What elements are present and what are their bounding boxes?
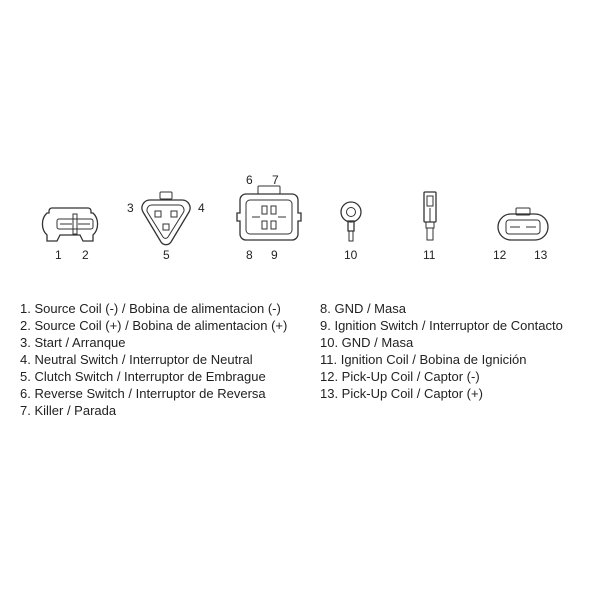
pin-label-6: 6 [246, 173, 253, 187]
legend-item: 5. Clutch Switch / Interruptor de Embrague [20, 369, 266, 384]
legend-right-column [320, 300, 563, 402]
pin-label-3: 3 [127, 201, 134, 215]
legend-item: 9. Ignition Switch / Interruptor de Contacto [320, 318, 563, 333]
four-pin-connector [237, 173, 301, 262]
pin-label-7: 7 [272, 173, 279, 187]
legend-item: 10. GND / Masa [320, 335, 414, 350]
pin-label-11: 11 [423, 248, 436, 262]
legend-item: 11. Ignition Coil / Bobina de Ignición [320, 352, 527, 367]
two-pin-flat-connector [493, 208, 548, 262]
legend-item: 12. Pick-Up Coil / Captor (-) [320, 369, 480, 384]
pin-label-13: 13 [534, 248, 548, 262]
legend-left-column [20, 300, 287, 419]
pin-label-12: 12 [493, 248, 507, 262]
legend-item: 6. Reverse Switch / Interruptor de Reversa [20, 386, 266, 401]
ring-terminal [341, 202, 361, 262]
pin-label-4: 4 [198, 201, 205, 215]
legend-item: 13. Pick-Up Coil / Captor (+) [320, 386, 483, 401]
legend-item: 2. Source Coil (+) / Bobina de alimentacion (+) [20, 318, 288, 333]
pin-label-5: 5 [163, 248, 170, 262]
pin-label-8: 8 [246, 248, 253, 262]
pin-label-2: 2 [82, 248, 89, 262]
three-pin-connector [127, 192, 205, 262]
legend-item: 3. Start / Arranque [20, 335, 126, 350]
pin-label-1: 1 [55, 248, 62, 262]
legend-item: 8. GND / Masa [320, 301, 406, 316]
legend-item: 1. Source Coil (-) / Bobina de alimentacion (-) [20, 301, 281, 316]
pin-label-10: 10 [344, 248, 358, 262]
legend-item: 4. Neutral Switch / Interruptor de Neutral [20, 352, 253, 367]
legend-item: 7. Killer / Parada [20, 403, 117, 418]
spade-terminal [423, 192, 436, 262]
two-pin-connector [42, 208, 97, 262]
pin-label-9: 9 [271, 248, 278, 262]
